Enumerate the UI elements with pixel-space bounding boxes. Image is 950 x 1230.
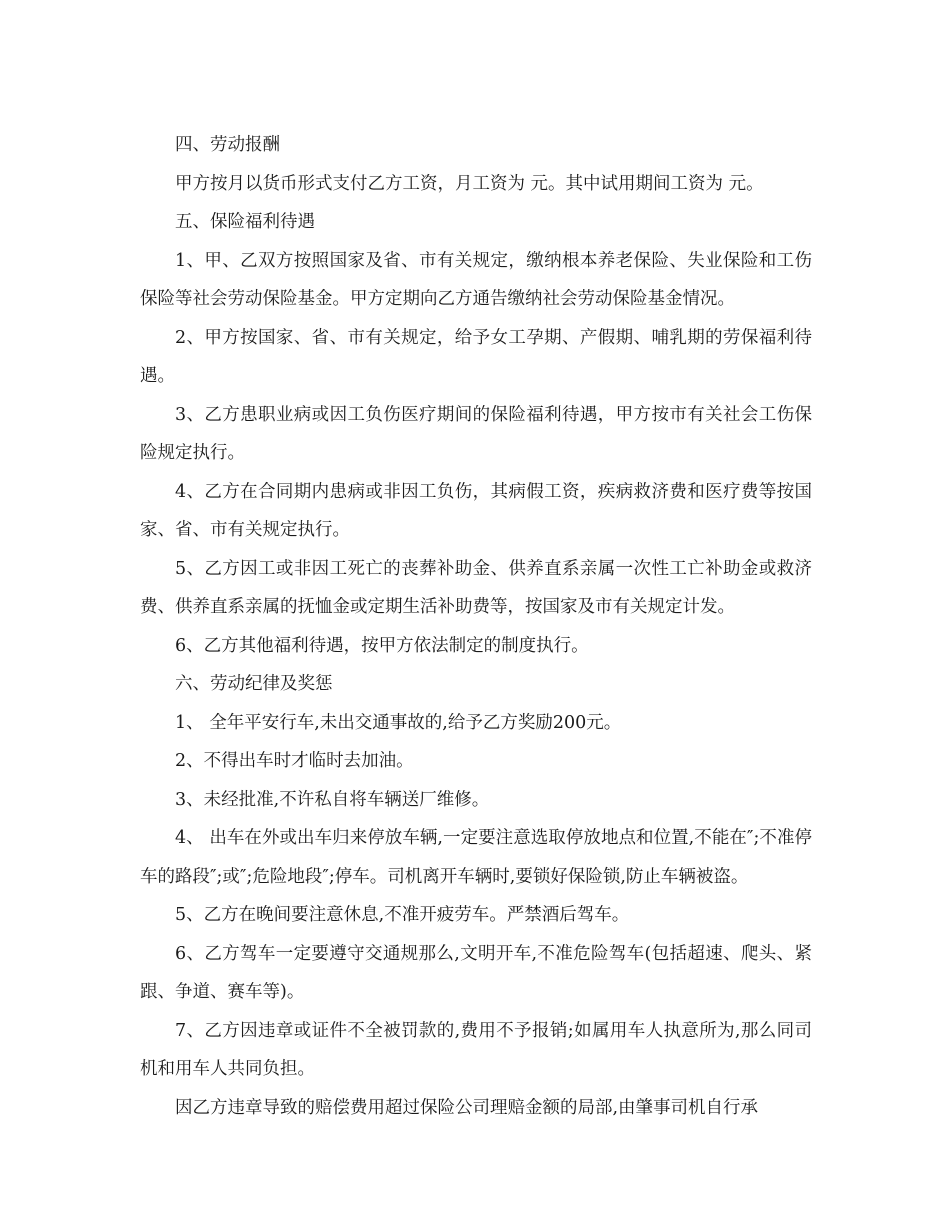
section-heading-remuneration: 四、劳动报酬 <box>175 135 280 155</box>
paragraph-insurance-2: 2、甲方按国家、省、市有关规定，给予女工孕期、产假期、哺乳期的劳保福利待遇。 <box>140 327 812 386</box>
paragraph-insurance-3: 3、乙方患职业病或因工负伤医疗期间的保险福利待遇，甲方按市有关社会工伤保险规定执行。 <box>140 404 812 463</box>
section-heading-insurance: 五、保险福利待遇 <box>175 212 315 232</box>
paragraph-discipline-7: 7、乙方因违章或证件不全被罚款的,费用不予报销;如属用车人执意所为,那么同司机和用车人共同负担。 <box>140 1020 812 1079</box>
paragraph-insurance-1: 1、甲、乙双方按照国家及省、市有关规定，缴纳根本养老保险、失业保险和工伤保险等社会劳动保险基金。甲方定期向乙方通告缴纳社会劳动保险基金情况。 <box>140 250 812 309</box>
paragraph-discipline-1: 1、 全年平安行车,未出交通事故的,给予乙方奖励200元。 <box>175 712 622 733</box>
paragraph-wage: 甲方按月以货币形式支付乙方工资，月工资为 元。其中试用期间工资为 元。 <box>175 173 764 194</box>
paragraph-insurance-4: 4、乙方在合同期内患病或非因工负伤，其病假工资，疾病救济费和医疗费等按国家、省、市有关规定执行。 <box>140 481 812 540</box>
paragraph-insurance-5: 5、乙方因工或非因工死亡的丧葬补助金、供养直系亲属一次性工亡补助金或救济费、供养直系亲属的抚恤金或定期生活补助费等，按国家及市有关规定计发。 <box>140 558 812 617</box>
section-heading-discipline: 六、劳动纪律及奖惩 <box>175 674 333 694</box>
paragraph-insurance-6: 6、乙方其他福利待遇，按甲方依法制定的制度执行。 <box>175 635 589 656</box>
paragraph-discipline-liability: 因乙方违章导致的赔偿费用超过保险公司理赔金额的局部,由肇事司机自行承 <box>175 1097 759 1118</box>
paragraph-discipline-2: 2、不得出车时才临时去加油。 <box>175 751 414 771</box>
paragraph-discipline-3: 3、未经批准,不许私自将车辆送厂维修。 <box>175 789 490 810</box>
document-body <box>140 126 812 1127</box>
paragraph-discipline-4: 4、 出车在外或出车归来停放车辆,一定要注意选取停放地点和位置,不能在″;不准停车的路段″;或″;危险地段″;停车。司机离开车辆时,要锁好保险锁,防止车辆被盗。 <box>140 828 812 887</box>
paragraph-discipline-5: 5、乙方在晚间要注意休息,不准开疲劳车。严禁酒后驾车。 <box>175 905 630 925</box>
paragraph-discipline-6: 6、乙方驾车一定要遵守交通规那么,文明开车,不准危险驾车(包括超速、爬头、紧跟、争道、赛车等)。 <box>140 943 812 1002</box>
